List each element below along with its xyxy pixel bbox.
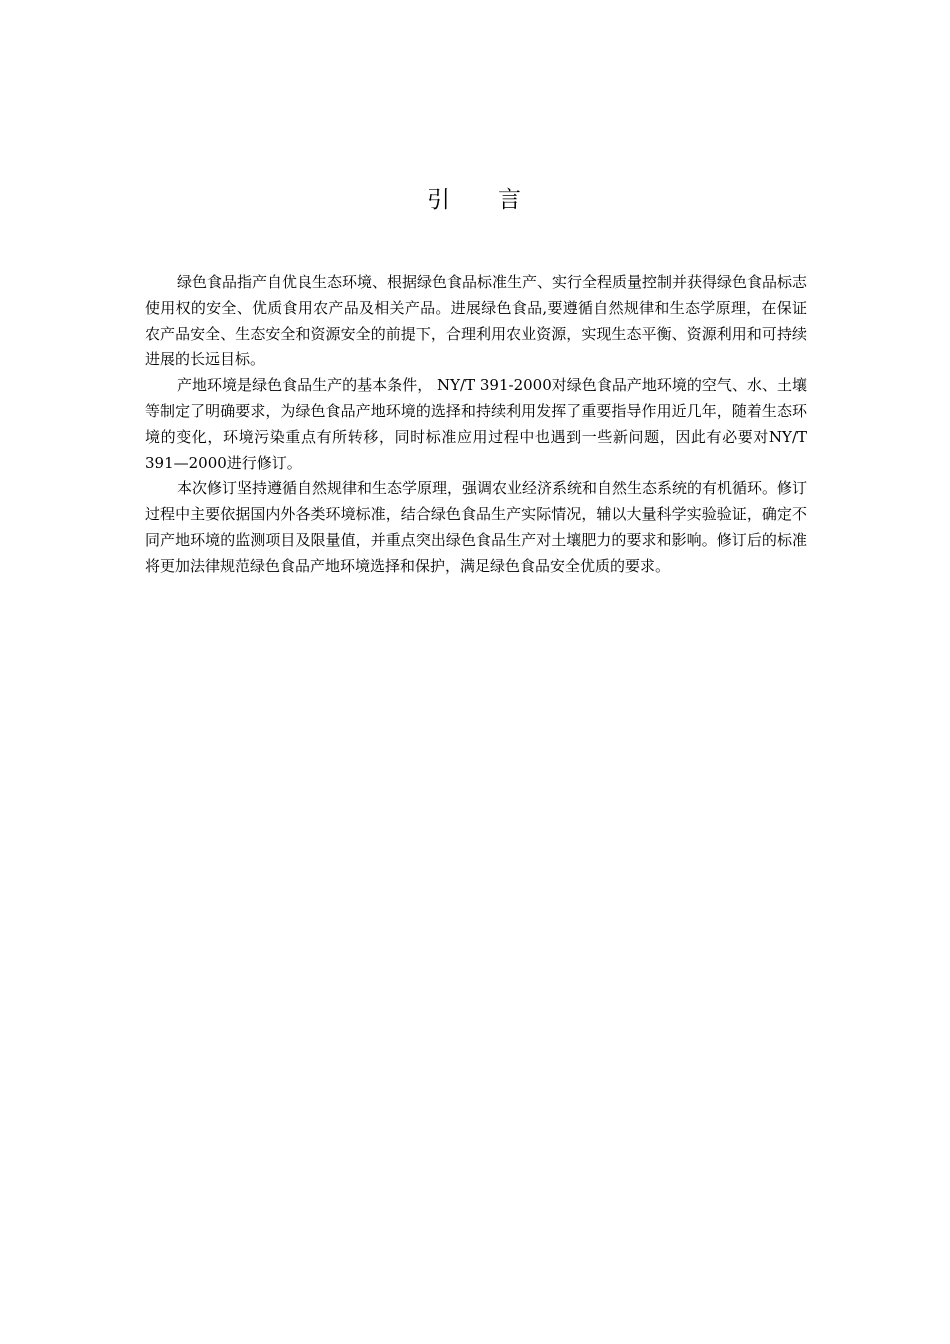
introduction-body (145, 270, 807, 580)
paragraph-1: 绿色食品指产自优良生态环境、根据绿色食品标准生产、实行全程质量控制并获得绿色食品标志使用权的安全、优质食用农产品及相关产品。进展绿色食品,要遵循自然规律和生态学原理，在保证农产品安全、生态安全和资源安全的前提下，合理利用农业资源，实现生态平衡、资源利用和可持续进展的长远目标。 (145, 273, 808, 369)
paragraph-3: 本次修订坚持遵循自然规律和生态学原理，强调农业经济系统和自然生态系统的有机循环。修订过程中主要依据国内外各类环境标准，结合绿色食品生产实际情况，辅以大量科学实验验证，确定不同产地环境的监测项目及限量值，并重点突出绿色食品生产对土壤肥力的要求和影响。修订后的标准将更加法律规范绿色食品产地环境选择和保护，满足绿色食品安全优质的要求。 (145, 479, 808, 575)
page-title (0, 183, 950, 217)
page-title-char-2: 言 (498, 187, 523, 213)
paragraph-2: 产地环境是绿色食品生产的基本条件， NY/T 391-2000对绿色食品产地环境的空气、水、土壤等制定了明确要求，为绿色食品产地环境的选择和持续利用发挥了重要指导作用近几年，随着生态环境的变化，环境污染重点有所转移，同时标准应用过程中也遇到一些新问题，因此有必要对NY/T 391—2000进行修订。 (145, 376, 807, 472)
page-title-char-1: 引 (427, 187, 452, 213)
